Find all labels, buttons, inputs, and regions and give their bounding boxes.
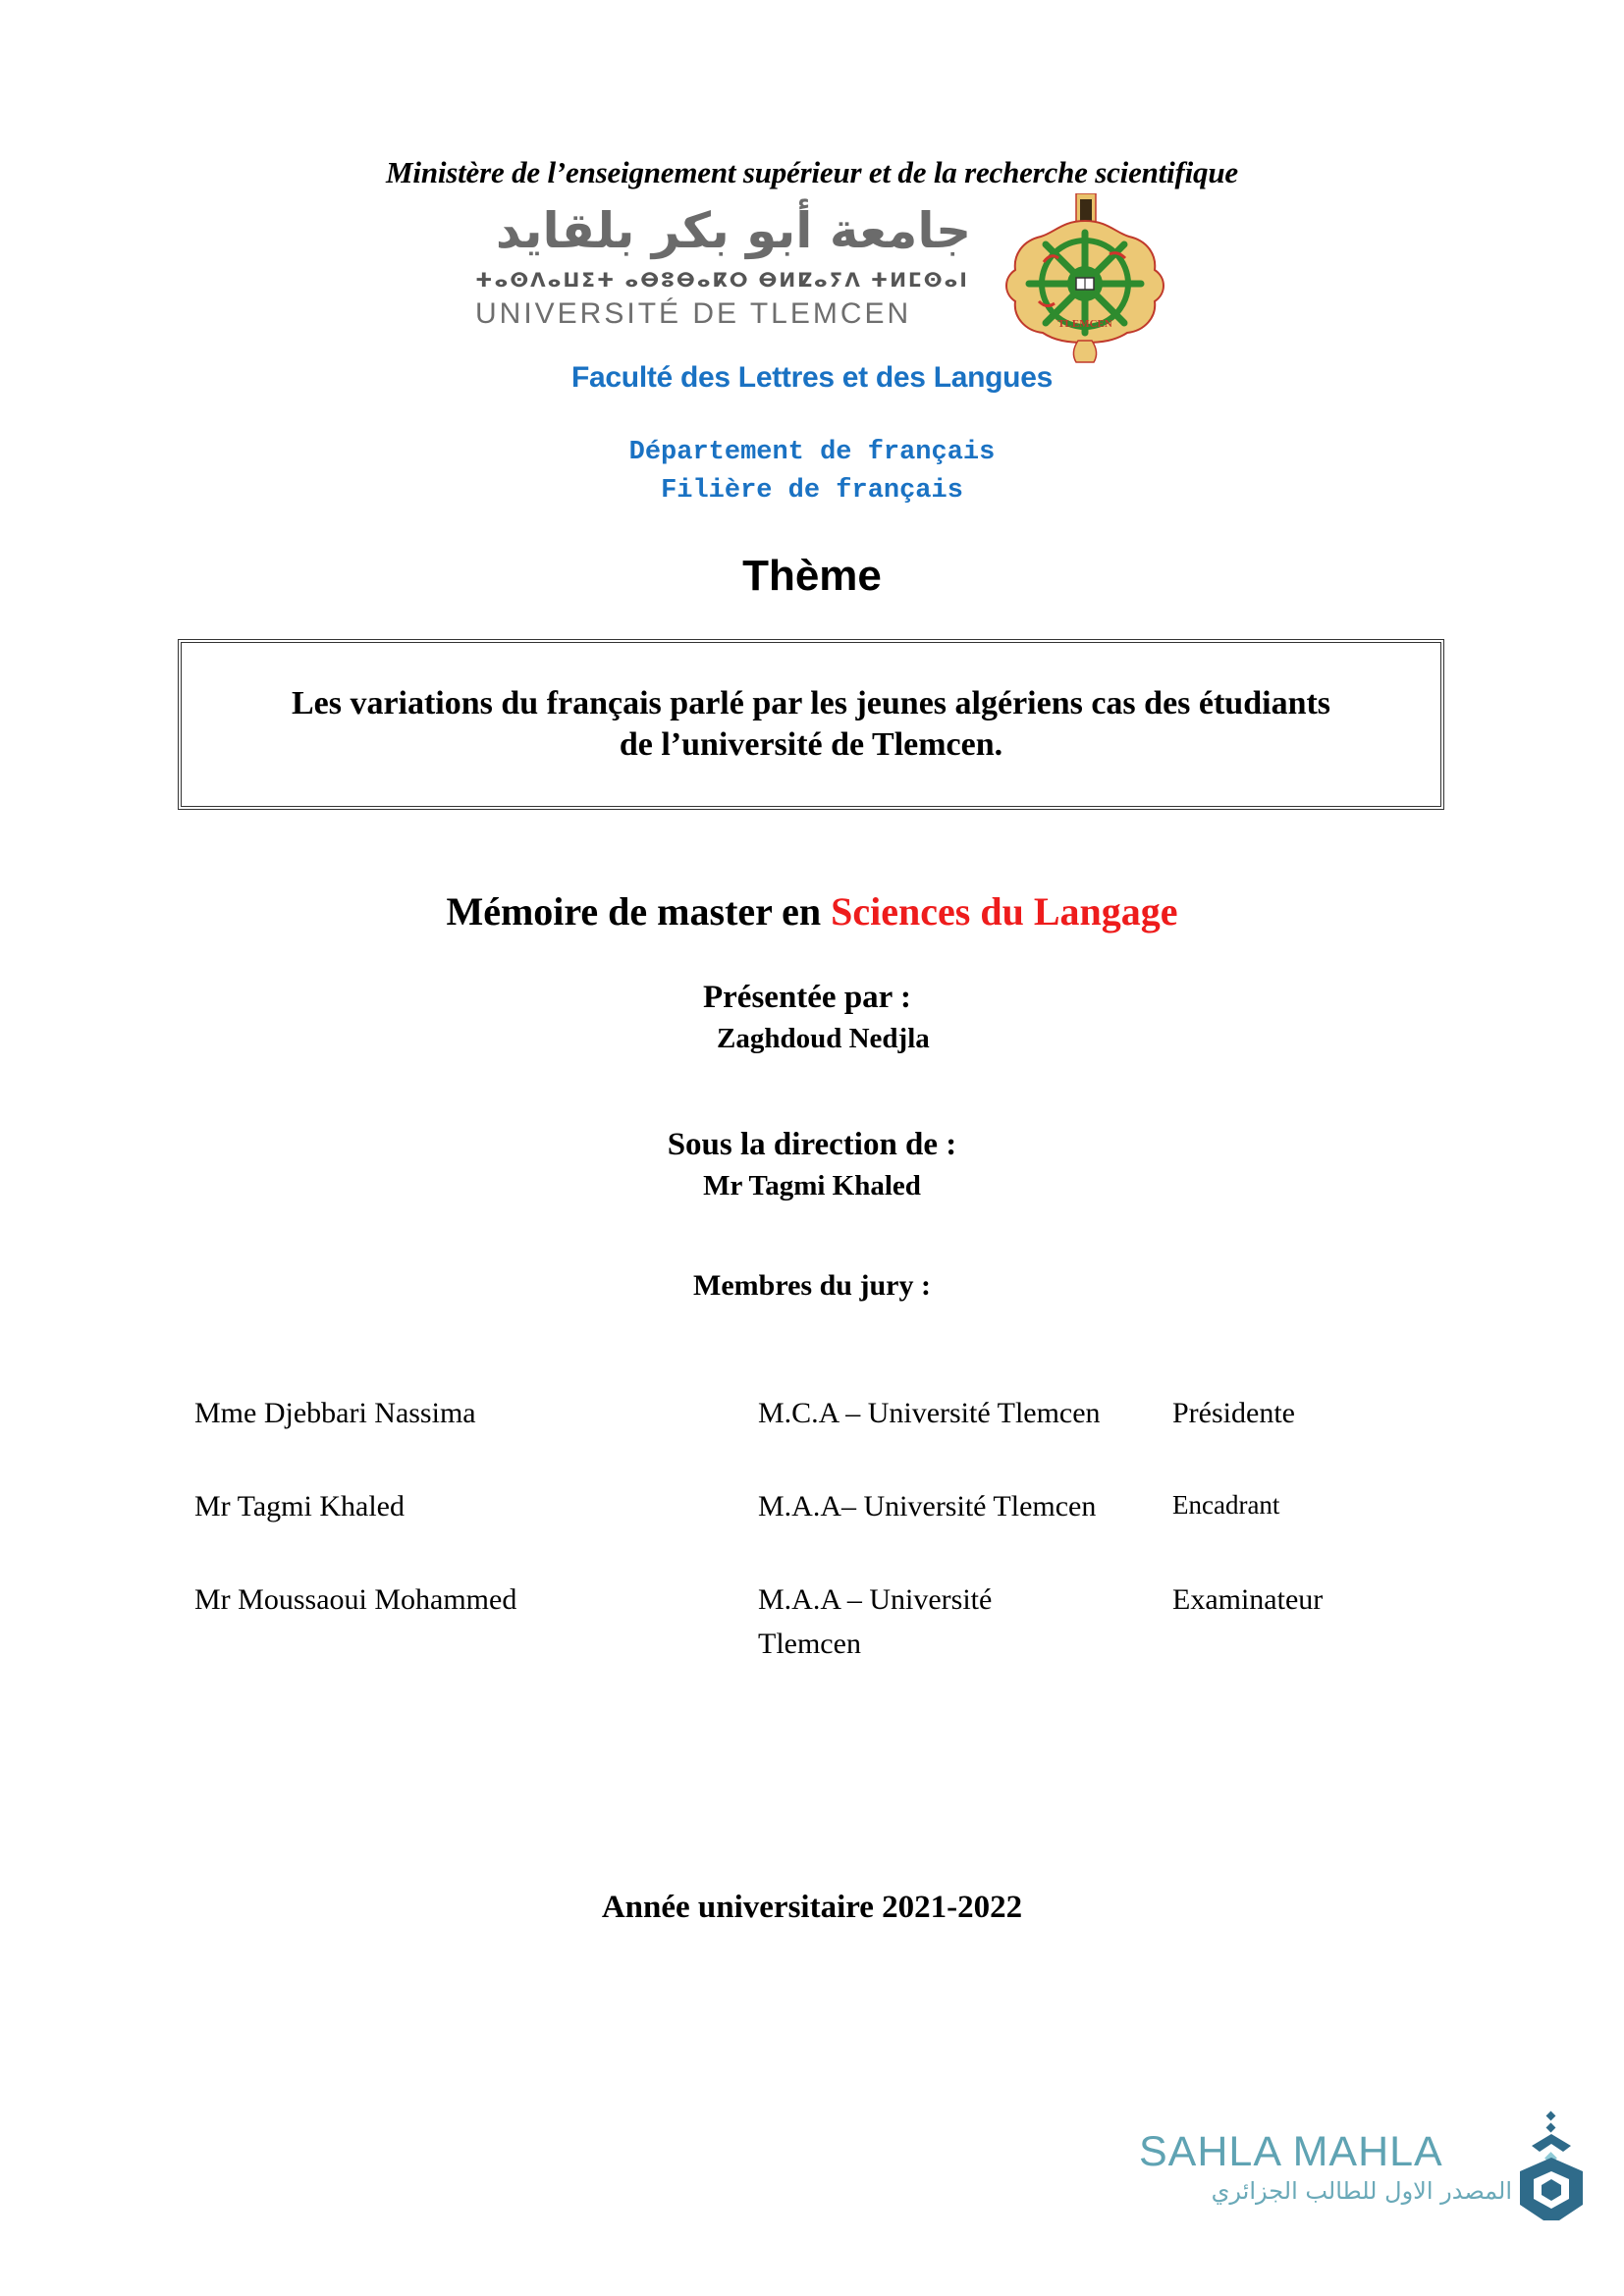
thesis-title-line1: Les variations du français parlé par les jeunes algériens cas des étudiants (291, 685, 1331, 721)
sahla-mahla-watermark (1139, 2120, 1591, 2228)
university-crest-icon (1000, 193, 1171, 365)
jury-member-name: Mme Djebbari Nassima (194, 1397, 476, 1429)
jury-member-grade: M.A.A– Université Tlemcen (758, 1490, 1097, 1522)
jury-label: Membres du jury : (693, 1269, 931, 1302)
jury-member-name: Mr Tagmi Khaled (194, 1490, 405, 1522)
director-label: Sous la direction de : (667, 1127, 957, 1162)
presented-by-label: Présentée par : (703, 980, 911, 1015)
jury-member-grade: M.C.A – Université Tlemcen (758, 1397, 1101, 1429)
jury-member-grade: M.A.A – Université (758, 1583, 993, 1616)
thesis-title (272, 683, 1350, 766)
watermark-brand: SAHLA MAHLA (1139, 2128, 1443, 2175)
director-name: Mr Tagmi Khaled (703, 1170, 921, 1201)
faculty-name: Faculté des Lettres et des Langues (571, 361, 1053, 394)
university-logo (469, 201, 1176, 363)
jury-member-role: Encadrant (1172, 1490, 1280, 1520)
sahla-mahla-logo-icon (1512, 2110, 1591, 2228)
filiere-name: Filière de français (661, 476, 963, 506)
memoire-speciality: Sciences du Langage (831, 889, 1178, 934)
university-name-arabic: جامعة أبو بكر بلقايد (495, 202, 972, 259)
ministry-heading: Ministère de l’enseignement supérieur et de la recherche scientifique (386, 155, 1238, 189)
memoire-prefix: Mémoire de master en (446, 889, 832, 934)
theme-heading: Thème (742, 552, 882, 600)
jury-member-name: Mr Moussaoui Mohammed (194, 1583, 517, 1616)
academic-year: Année universitaire 2021-2022 (601, 1890, 1023, 1925)
watermark-tagline: المصدر الاول للطالب الجزائري (1211, 2177, 1512, 2205)
student-name: Zaghdoud Nedjla (717, 1023, 930, 1054)
theme-title-box (178, 639, 1444, 810)
university-name-tifinagh: ⵜⴰⵙⴷⴰⵡⵉⵜ ⴰⴱⵓⴱⴰⴽⵔ ⴱⵍⵇⴰⵢⴷ ⵜⵍⵎⵙⴰⵏ (475, 268, 969, 292)
thesis-title-line2: de l’université de Tlemcen. (619, 726, 1003, 763)
jury-member-grade-continued: Tlemcen (758, 1628, 861, 1660)
department-name: Département de français (628, 438, 996, 467)
jury-member-role: Examinateur (1172, 1583, 1324, 1616)
jury-member-role: Présidente (1172, 1397, 1295, 1429)
university-name-latin: UNIVERSITÉ DE TLEMCEN (475, 297, 912, 330)
svg-text:TLEMCEN: TLEMCEN (1057, 318, 1112, 330)
memoire-heading (0, 888, 1624, 934)
